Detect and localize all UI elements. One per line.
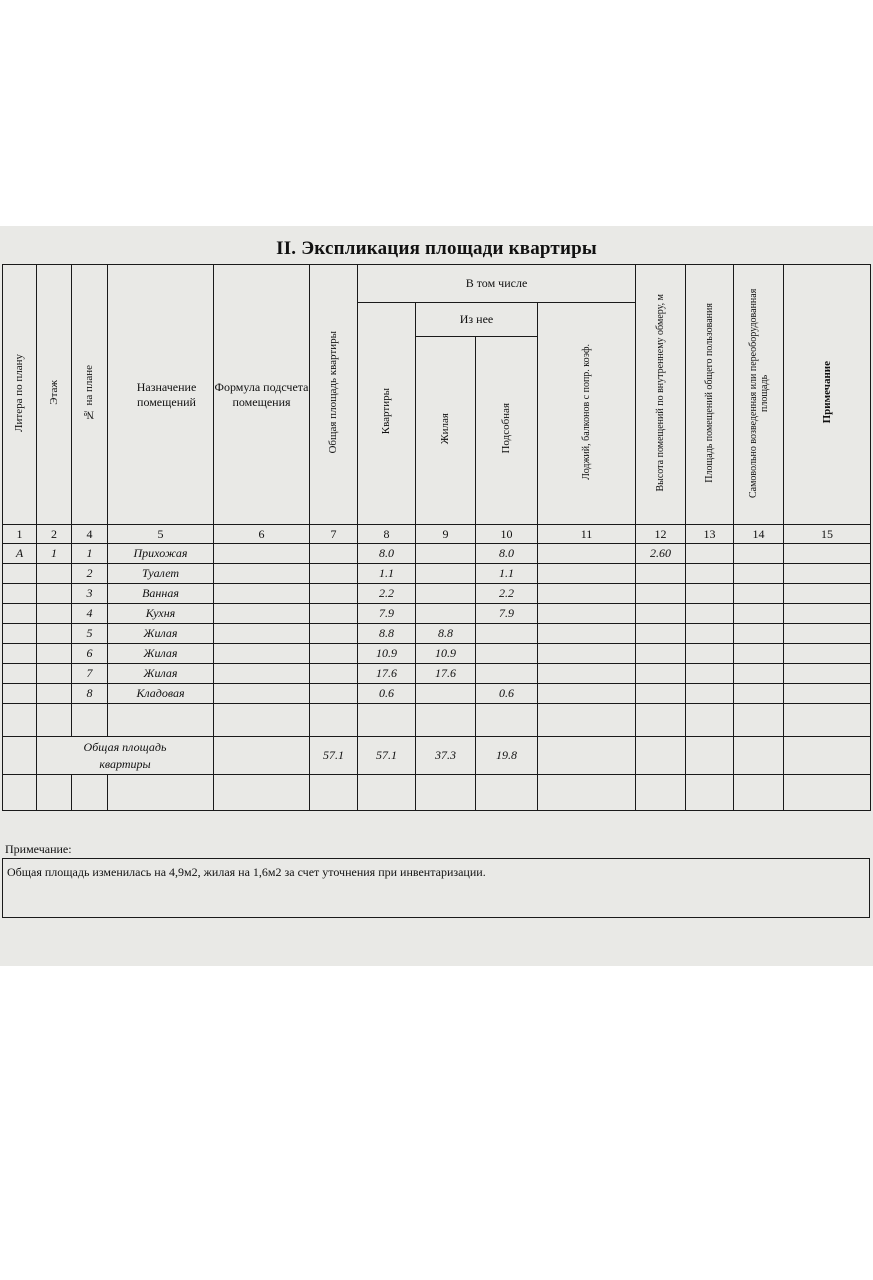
cell-lodzhiy (538, 664, 636, 684)
cell-formula (214, 604, 310, 624)
cell-kvartiry: 2.2 (358, 584, 416, 604)
cell-zhilaya (416, 564, 476, 584)
cell-primechanie (784, 644, 871, 664)
table-row (3, 604, 871, 624)
cell-obshchaya (310, 644, 358, 664)
explication-table (2, 264, 871, 811)
col-number: 13 (686, 525, 734, 544)
cell-podsobnaya: 1.1 (476, 564, 538, 584)
cell-podsobnaya (476, 644, 538, 664)
cell-primechanie (784, 564, 871, 584)
note-box (2, 858, 870, 918)
cell-litera (3, 584, 37, 604)
col-number: 10 (476, 525, 538, 544)
cell-nomer: 4 (72, 604, 108, 624)
total-obshchaya: 57.1 (310, 737, 358, 775)
cell-obshchaya (310, 604, 358, 624)
header-lodzhiy: Лоджий, балконов с попр. коэф. (538, 303, 636, 525)
col-number: 5 (108, 525, 214, 544)
cell-lodzhiy (538, 564, 636, 584)
note-label: Примечание: (5, 842, 72, 856)
cell-formula (214, 584, 310, 604)
cell-lodzhiy (538, 584, 636, 604)
total-label-line1: Общая площадь (83, 739, 167, 754)
header-samovolno: Самовольно возведенная или переоборудованная площадь (734, 265, 784, 525)
cell-samovolno (734, 644, 784, 664)
header-ploshchad-obshch: Площадь помещений общего пользования (686, 265, 734, 525)
cell-vysota (636, 684, 686, 704)
table-row (3, 644, 871, 664)
cell-lodzhiy (538, 684, 636, 704)
header-podsobnaya: Подсобная (476, 337, 538, 525)
cell-kvartiry: 10.9 (358, 644, 416, 664)
cell-lodzhiy (538, 624, 636, 644)
cell-etazh (37, 584, 72, 604)
cell-etazh (37, 624, 72, 644)
cell-name: Кладовая (108, 684, 214, 704)
cell-etazh (37, 684, 72, 704)
cell-obshch (686, 604, 734, 624)
cell-nomer: 5 (72, 624, 108, 644)
cell-name: Жилая (108, 624, 214, 644)
cell-podsobnaya: 0.6 (476, 684, 538, 704)
header-iz-nee: Из нее (416, 303, 538, 337)
table-row (3, 584, 871, 604)
header-kvartiry: Квартиры (358, 303, 416, 525)
cell-podsobnaya: 7.9 (476, 604, 538, 624)
cell-primechanie (784, 684, 871, 704)
cell-primechanie (784, 624, 871, 644)
cell-zhilaya: 10.9 (416, 644, 476, 664)
cell-zhilaya (416, 544, 476, 564)
cell-obshch (686, 624, 734, 644)
cell-formula (214, 737, 310, 775)
cell-obshchaya (310, 664, 358, 684)
cell-litera (3, 644, 37, 664)
cell-samovolno (734, 564, 784, 584)
header-naznachenie: Назначение помещений (108, 265, 214, 525)
col-number: 2 (37, 525, 72, 544)
cell-etazh (37, 664, 72, 684)
header-zhilaya: Жилая (416, 337, 476, 525)
cell-vysota (636, 604, 686, 624)
cell-samovolno (734, 604, 784, 624)
cell-nomer: 8 (72, 684, 108, 704)
cell-kvartiry: 7.9 (358, 604, 416, 624)
cell-zhilaya: 17.6 (416, 664, 476, 684)
document-title: II. Экспликация площади квартиры (276, 238, 597, 259)
cell-samovolno (734, 684, 784, 704)
header-obshchaya: Общая площадь квартиры (310, 265, 358, 525)
cell-kvartiry: 1.1 (358, 564, 416, 584)
col-number: 7 (310, 525, 358, 544)
cell-zhilaya: 8.8 (416, 624, 476, 644)
cell-podsobnaya (476, 664, 538, 684)
note-text: Общая площадь изменилась на 4,9м2, жилая на 1,6м2 за счет уточнения при инвентаризации. (7, 865, 486, 879)
cell-litera (3, 564, 37, 584)
cell-lodzhiy (538, 644, 636, 664)
cell-vysota (636, 664, 686, 684)
cell-zhilaya (416, 684, 476, 704)
cell-nomer: 3 (72, 584, 108, 604)
cell-etazh (37, 644, 72, 664)
cell-obshchaya (310, 584, 358, 604)
header-primechanie: Примечание (784, 265, 871, 525)
table-row (3, 564, 871, 584)
cell-kvartiry: 17.6 (358, 664, 416, 684)
column-numbers-row (3, 525, 871, 544)
cell-samovolno (734, 544, 784, 564)
cell-kvartiry: 8.0 (358, 544, 416, 564)
col-number: 11 (538, 525, 636, 544)
cell-kvartiry: 8.8 (358, 624, 416, 644)
cell-samovolno (734, 624, 784, 644)
cell-nomer: 6 (72, 644, 108, 664)
cell-litera (3, 664, 37, 684)
cell-name: Кухня (108, 604, 214, 624)
header-litera: Литера по плану (3, 265, 37, 525)
cell-litera: А (3, 544, 37, 564)
table-row (3, 624, 871, 644)
cell-primechanie (784, 584, 871, 604)
cell-formula (214, 624, 310, 644)
table-row (3, 544, 871, 564)
cell-formula (214, 684, 310, 704)
cell-nomer: 2 (72, 564, 108, 584)
cell-litera (3, 604, 37, 624)
cell-name: Прихожая (108, 544, 214, 564)
cell-etazh: 1 (37, 544, 72, 564)
cell-podsobnaya (476, 624, 538, 644)
cell-obshchaya (310, 624, 358, 644)
col-number: 12 (636, 525, 686, 544)
cell-formula (214, 564, 310, 584)
cell-obshchaya (310, 564, 358, 584)
cell-nomer: 1 (72, 544, 108, 564)
total-label (37, 737, 214, 775)
cell-obshch (686, 684, 734, 704)
header-nomer: № на плане (72, 265, 108, 525)
cell-litera (3, 684, 37, 704)
cell-primechanie (784, 604, 871, 624)
cell-vysota (636, 624, 686, 644)
col-number: 8 (358, 525, 416, 544)
table-row-empty (3, 704, 871, 737)
cell-name: Ванная (108, 584, 214, 604)
cell-name: Жилая (108, 644, 214, 664)
cell-formula (214, 544, 310, 564)
cell-zhilaya (416, 604, 476, 624)
cell-podsobnaya: 8.0 (476, 544, 538, 564)
cell-obshch (686, 544, 734, 564)
cell-primechanie (784, 664, 871, 684)
cell-etazh (37, 604, 72, 624)
cell-lodzhiy (538, 544, 636, 564)
cell-nomer: 7 (72, 664, 108, 684)
header-etazh: Этаж (37, 265, 72, 525)
cell-obshchaya (310, 544, 358, 564)
col-number: 14 (734, 525, 784, 544)
cell-lodzhiy (538, 604, 636, 624)
total-row (3, 737, 871, 775)
cell-obshch (686, 644, 734, 664)
col-number: 1 (3, 525, 37, 544)
cell-vysota (636, 564, 686, 584)
header-formula: Формула подсчета помещения (214, 265, 310, 525)
table-row (3, 684, 871, 704)
total-kvartiry: 57.1 (358, 737, 416, 775)
cell-podsobnaya: 2.2 (476, 584, 538, 604)
col-number: 6 (214, 525, 310, 544)
cell-name: Жилая (108, 664, 214, 684)
cell-primechanie (784, 544, 871, 564)
cell-obshchaya (310, 684, 358, 704)
cell-samovolno (734, 664, 784, 684)
cell-litera (3, 624, 37, 644)
col-number: 15 (784, 525, 871, 544)
total-zhilaya: 37.3 (416, 737, 476, 775)
cell-etazh (37, 564, 72, 584)
total-podsobnaya: 19.8 (476, 737, 538, 775)
col-number: 4 (72, 525, 108, 544)
total-label-line2: квартиры (99, 756, 151, 771)
header-vysota: Высота помещений по внутреннему обмеру, м (636, 265, 686, 525)
cell-formula (214, 644, 310, 664)
cell-litera (3, 737, 37, 775)
cell-vysota (636, 644, 686, 664)
cell-formula (214, 664, 310, 684)
table-row-empty (3, 775, 871, 811)
cell-vysota: 2.60 (636, 544, 686, 564)
cell-zhilaya (416, 584, 476, 604)
cell-obshch (686, 584, 734, 604)
cell-obshch (686, 564, 734, 584)
header-v-tom-chisle: В том числе (358, 265, 636, 303)
cell-name: Туалет (108, 564, 214, 584)
document-sheet (0, 226, 873, 966)
col-number: 9 (416, 525, 476, 544)
cell-obshch (686, 664, 734, 684)
cell-kvartiry: 0.6 (358, 684, 416, 704)
table-row (3, 664, 871, 684)
cell-samovolno (734, 584, 784, 604)
cell-vysota (636, 584, 686, 604)
